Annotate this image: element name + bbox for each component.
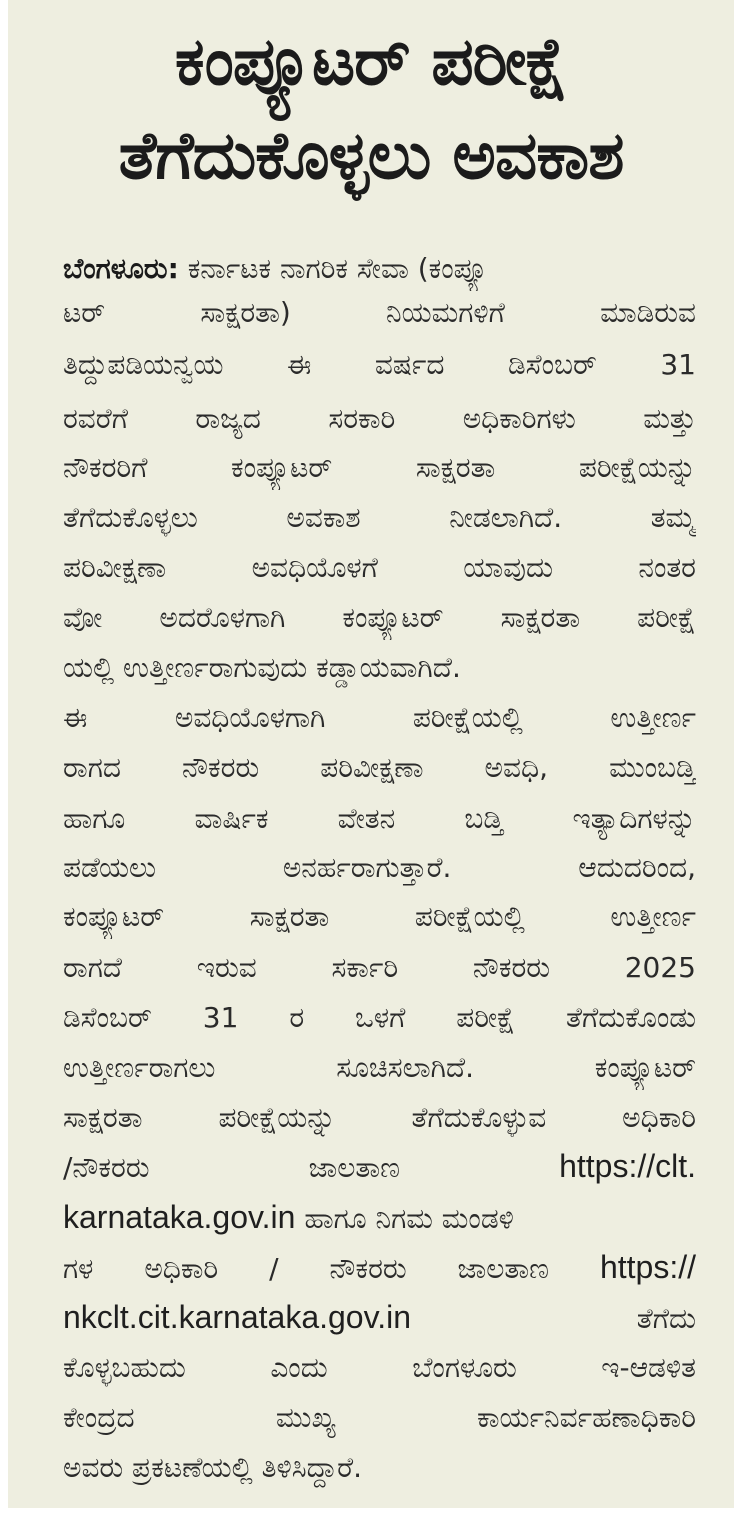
body-line-url-3: [63, 1245, 696, 1289]
body-line: ಪಡೆಯಲು ಅನರ್ಹರಾಗುತ್ತಾರೆ. ಆದುದರಿಂದ,: [63, 851, 696, 884]
body-line: ಹಾಗೂ ವಾರ್ಷಿಕ ವೇತನ ಬಡ್ತಿ ಇತ್ಯಾದಿಗಳನ್ನು: [63, 802, 696, 835]
url-text: nkclt.cit.karnataka.gov.in: [63, 1299, 412, 1335]
body-line: ಅವರು ಪ್ರಕಟಣೆಯಲ್ಲಿ ತಿಳಿಸಿದ್ದಾರೆ.: [63, 1451, 362, 1484]
body-line: ಡಿಸೆಂಬರ್ 31 ರ ಒಳಗೆ ಪರೀಕ್ಷೆ ತೆಗೆದುಕೊಂಡು: [63, 1001, 696, 1034]
body-line: ರಾಗದ ನೌಕರರು ಪರಿವೀಕ್ಷಣಾ ಅವಧಿ, ಮುಂಬಡ್ತಿ: [63, 751, 696, 784]
body-line: ಸಾಕ್ಷರತಾ ಪರೀಕ್ಷೆಯನ್ನು ತೆಗೆದುಕೊಳ್ಳುವ ಅಧಿಕಾರಿ: [63, 1101, 696, 1134]
body-line: ಕೇಂದ್ರದ ಮುಖ್ಯ ಕಾರ್ಯನಿರ್ವಹಣಾಧಿಕಾರಿ: [63, 1401, 696, 1434]
body-line: ರವರೆಗೆ ರಾಜ್ಯದ ಸರಕಾರಿ ಅಧಿಕಾರಿಗಳು ಮತ್ತು: [63, 402, 696, 435]
dateline: ಬೆಂಗಳೂರು:: [63, 252, 179, 285]
body-line: ವೋ ಅದರೊಳಗಾಗಿ ಕಂಪ್ಯೂಟರ್ ಸಾಕ್ಷರತಾ ಪರೀಕ್ಷೆ: [63, 601, 696, 634]
body-first-line: [63, 247, 696, 291]
body-text: ತೆಗೆದು: [636, 1302, 696, 1335]
body-text: ಹಾಗೂ ನಿಗಮ ಮಂಡಳಿ: [304, 1202, 514, 1235]
body-line: ನೌಕರರಿಗೆ ಕಂಪ್ಯೂಟರ್ ಸಾಕ್ಷರತಾ ಪರೀಕ್ಷೆಯನ್ನು: [63, 451, 696, 484]
body-line-url-1: [63, 1144, 696, 1188]
url-text: https://: [599, 1249, 696, 1285]
body-line: ಪರಿವೀಕ್ಷಣಾ ಅವಧಿಯೊಳಗೆ ಯಾವುದು ನಂತರ: [63, 551, 696, 584]
headline-line-1: ಕಂಪ್ಯೂಟರ್ ಪರೀಕ್ಷೆ: [174, 23, 568, 100]
url-text: karnataka.gov.in: [63, 1199, 296, 1235]
body-line: ಉತ್ತೀರ್ಣರಾಗಲು ಸೂಚಿಸಲಾಗಿದೆ. ಕಂಪ್ಯೂಟರ್: [63, 1051, 696, 1084]
headline-line-2: ತೆಗೆದುಕೊಳ್ಳಲು ಅವಕಾಶ: [118, 117, 624, 194]
body-text: /ನೌಕರರು ಜಾಲತಾಣ: [63, 1151, 401, 1184]
body-line: ತಿದ್ದುಪಡಿಯನ್ವಯ ಈ ವರ್ಷದ ಡಿಸೆಂಬರ್ 31: [63, 348, 696, 381]
body-text: ಕರ್ನಾಟಕ ನಾಗರಿಕ ಸೇವಾ (ಕಂಪ್ಯೂ: [187, 252, 488, 285]
body-line: ತೆಗೆದುಕೊಳ್ಳಲು ಅವಕಾಶ ನೀಡಲಾಗಿದೆ. ತಮ್ಮ: [63, 501, 696, 534]
news-clipping: [8, 0, 734, 1508]
body-line: ರಾಗದೆ ಇರುವ ಸರ್ಕಾರಿ ನೌಕರರು 2025: [63, 951, 696, 984]
body-line: ಟರ್ ಸಾಕ್ಷರತಾ) ನಿಯಮಗಳಿಗೆ ಮಾಡಿರುವ: [63, 296, 696, 329]
body-line: ಯಲ್ಲಿ ಉತ್ತೀರ್ಣರಾಗುವುದು ಕಡ್ಡಾಯವಾಗಿದೆ.: [63, 651, 461, 684]
body-line-url-2: [63, 1195, 696, 1239]
body-line: ಕಂಪ್ಯೂಟರ್ ಸಾಕ್ಷರತಾ ಪರೀಕ್ಷೆಯಲ್ಲಿ ಉತ್ತೀರ್ಣ: [63, 900, 696, 933]
body-line-url-4: [63, 1295, 696, 1339]
body-line: ಈ ಅವಧಿಯೊಳಗಾಗಿ ಪರೀಕ್ಷೆಯಲ್ಲಿ ಉತ್ತೀರ್ಣ: [63, 701, 696, 734]
body-text: ಗಳ ಅಧಿಕಾರಿ / ನೌಕರರು ಜಾಲತಾಣ: [63, 1252, 549, 1285]
body-line: ಕೊಳ್ಳಬಹುದು ಎಂದು ಬೆಂಗಳೂರು ಇ-ಆಡಳಿತ: [63, 1351, 696, 1384]
url-text: https://clt.: [559, 1148, 696, 1184]
